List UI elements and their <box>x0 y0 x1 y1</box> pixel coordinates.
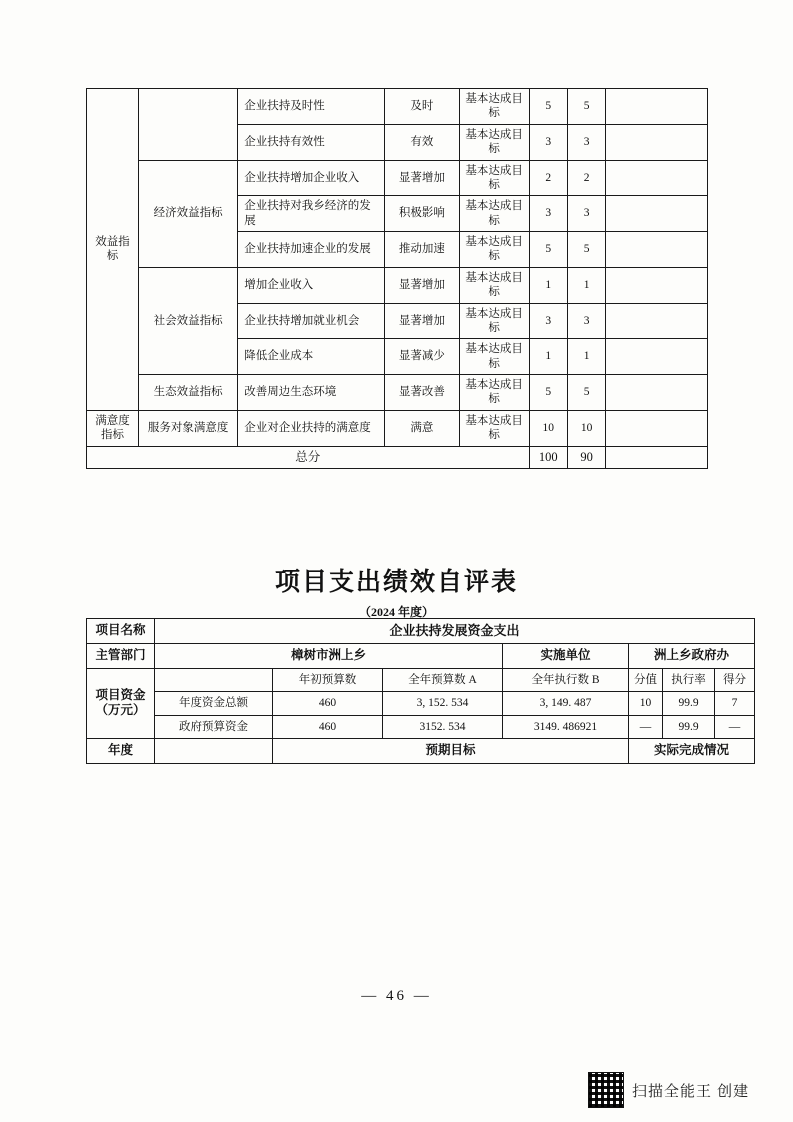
cell-indicator-actual: 5 <box>567 89 605 125</box>
cell-indicator-target: 及时 <box>385 89 460 125</box>
cell-indicator-actual: 5 <box>567 232 605 268</box>
summary-row-project-name <box>87 619 755 644</box>
cell-col-year-budget: 全年预算数 A <box>383 668 503 691</box>
cell-indicator-score: 3 <box>529 124 567 160</box>
table-row <box>87 160 708 196</box>
cell-indicator-name: 企业扶持及时性 <box>238 89 385 125</box>
cell-row-gov-budget: 3152. 534 <box>383 715 503 738</box>
cell-indicator-result: 基本达成目标 <box>459 410 529 446</box>
cell-row-total-rate: 99.9 <box>663 692 715 715</box>
cell-group-ecological: 生态效益指标 <box>138 375 237 411</box>
cell-actual-label: 实际完成情况 <box>629 739 755 764</box>
cell-project-name-label: 项目名称 <box>87 619 155 644</box>
summary-row-department <box>87 644 755 669</box>
cell-total-remark <box>606 446 708 469</box>
cell-indicator-name: 企业对企业扶持的满意度 <box>238 410 385 446</box>
cell-group-benefit <box>87 89 139 411</box>
cell-indicator-actual: 10 <box>567 410 605 446</box>
cell-row-gov-score: — <box>629 715 663 738</box>
cell-row-total-begin: 460 <box>273 692 383 715</box>
cell-row-gov-rate: 99.9 <box>663 715 715 738</box>
summary-row-year-targets <box>87 739 755 764</box>
cell-indicator-name: 增加企业收入 <box>238 267 385 303</box>
cell-indicator-remark <box>606 89 708 125</box>
cell-indicator-name: 企业扶持加速企业的发展 <box>238 232 385 268</box>
cell-indicator-target: 显著增加 <box>385 160 460 196</box>
cell-row-gov-label: 政府预算资金 <box>155 715 273 738</box>
cell-indicator-actual: 3 <box>567 196 605 232</box>
cell-department-value: 樟树市洲上乡 <box>155 644 503 669</box>
cell-row-total-exec: 3, 149. 487 <box>503 692 629 715</box>
cell-row-total-got: 7 <box>715 692 755 715</box>
cell-indicator-score: 5 <box>529 232 567 268</box>
cell-indicator-remark <box>606 124 708 160</box>
cell-col-year-exec: 全年执行数 B <box>503 668 629 691</box>
summary-row-fund-total <box>87 692 755 715</box>
cell-indicator-target: 积极影响 <box>385 196 460 232</box>
cell-indicator-name: 企业扶持增加就业机会 <box>238 303 385 339</box>
cell-row-total-score: 10 <box>629 692 663 715</box>
cell-indicator-score: 3 <box>529 303 567 339</box>
cell-indicator-remark <box>606 410 708 446</box>
cell-total-label: 总分 <box>87 446 530 469</box>
cell-year-label: 年度 <box>87 739 155 764</box>
cell-indicator-name: 企业扶持对我乡经济的发展 <box>238 196 385 232</box>
cell-indicator-result: 基本达成目标 <box>459 267 529 303</box>
cell-indicator-name: 改善周边生态环境 <box>238 375 385 411</box>
cell-group-satisfaction: 满意度指标 <box>87 410 139 446</box>
cell-row-total-label: 年度资金总额 <box>155 692 273 715</box>
cell-indicator-remark <box>606 196 708 232</box>
cell-fund-label <box>87 668 155 738</box>
cell-col-exec-rate: 执行率 <box>663 668 715 691</box>
cell-indicator-actual: 2 <box>567 160 605 196</box>
cell-fund-header-blank <box>155 668 273 691</box>
cell-indicator-target: 显著增加 <box>385 303 460 339</box>
scanner-watermark <box>588 1072 749 1108</box>
performance-indicator-table <box>86 88 708 469</box>
cell-indicator-target: 满意 <box>385 410 460 446</box>
cell-indicator-result: 基本达成目标 <box>459 375 529 411</box>
fund-label-line1: 项目资金 <box>95 687 146 702</box>
cell-group-economic: 经济效益指标 <box>138 160 237 267</box>
cell-indicator-remark <box>606 339 708 375</box>
cell-row-total-budget: 3, 152. 534 <box>383 692 503 715</box>
table-row <box>87 375 708 411</box>
table-row <box>87 410 708 446</box>
cell-total-score: 100 <box>529 446 567 469</box>
cell-indicator-name: 降低企业成本 <box>238 339 385 375</box>
cell-indicator-actual: 3 <box>567 124 605 160</box>
cell-col-got-score: 得分 <box>715 668 755 691</box>
cell-indicator-remark <box>606 232 708 268</box>
table-row <box>87 89 708 125</box>
page-title: 项目支出绩效自评表 <box>274 569 518 596</box>
cell-indicator-result: 基本达成目标 <box>459 89 529 125</box>
table-row-total <box>87 446 708 469</box>
cell-indicator-score: 1 <box>529 267 567 303</box>
cell-indicator-result: 基本达成目标 <box>459 160 529 196</box>
table-row <box>87 267 708 303</box>
cell-blank-subgroup <box>138 89 237 161</box>
project-summary-table <box>86 618 755 764</box>
cell-row-gov-exec: 3149. 486921 <box>503 715 629 738</box>
cell-department-label: 主管部门 <box>87 644 155 669</box>
cell-group-service-object: 服务对象满意度 <box>138 410 237 446</box>
group-benefit-label: 效益指标 <box>95 236 130 263</box>
cell-indicator-score: 10 <box>529 410 567 446</box>
cell-expected-label: 预期目标 <box>273 739 629 764</box>
cell-group-social: 社会效益指标 <box>138 267 237 374</box>
cell-indicator-score: 1 <box>529 339 567 375</box>
cell-indicator-result: 基本达成目标 <box>459 196 529 232</box>
cell-indicator-result: 基本达成目标 <box>459 303 529 339</box>
cell-indicator-remark <box>606 267 708 303</box>
cell-indicator-actual: 3 <box>567 303 605 339</box>
cell-indicator-score: 5 <box>529 375 567 411</box>
cell-indicator-actual: 5 <box>567 375 605 411</box>
cell-indicator-name: 企业扶持增加企业收入 <box>238 160 385 196</box>
cell-indicator-target: 显著减少 <box>385 339 460 375</box>
cell-indicator-result: 基本达成目标 <box>459 232 529 268</box>
qr-code-icon <box>588 1072 624 1108</box>
fund-label-line2: （万元） <box>95 703 146 718</box>
cell-indicator-score: 5 <box>529 89 567 125</box>
cell-unit-value: 洲上乡政府办 <box>629 644 755 669</box>
summary-row-fund-header <box>87 668 755 691</box>
cell-total-actual: 90 <box>567 446 605 469</box>
cell-indicator-score: 3 <box>529 196 567 232</box>
cell-row-gov-begin: 460 <box>273 715 383 738</box>
cell-indicator-target: 推动加速 <box>385 232 460 268</box>
cell-indicator-target: 显著增加 <box>385 267 460 303</box>
page-number: — 46 — <box>361 988 432 1004</box>
cell-project-name-value: 企业扶持发展资金支出 <box>155 619 755 644</box>
cell-indicator-result: 基本达成目标 <box>459 339 529 375</box>
cell-indicator-remark <box>606 375 708 411</box>
cell-col-begin-budget: 年初预算数 <box>273 668 383 691</box>
page-subtitle-year: （2024 年度） <box>358 605 434 619</box>
cell-indicator-remark <box>606 160 708 196</box>
cell-indicator-score: 2 <box>529 160 567 196</box>
cell-indicator-target: 有效 <box>385 124 460 160</box>
cell-year-blank <box>155 739 273 764</box>
cell-indicator-remark <box>606 303 708 339</box>
cell-col-score: 分值 <box>629 668 663 691</box>
cell-row-gov-got: — <box>715 715 755 738</box>
cell-unit-label: 实施单位 <box>503 644 629 669</box>
cell-indicator-actual: 1 <box>567 339 605 375</box>
cell-indicator-actual: 1 <box>567 267 605 303</box>
watermark-label: 扫描全能王 创建 <box>632 1082 750 1100</box>
cell-indicator-name: 企业扶持有效性 <box>238 124 385 160</box>
cell-indicator-result: 基本达成目标 <box>459 124 529 160</box>
cell-indicator-target: 显著改善 <box>385 375 460 411</box>
summary-row-gov-fund <box>87 715 755 738</box>
